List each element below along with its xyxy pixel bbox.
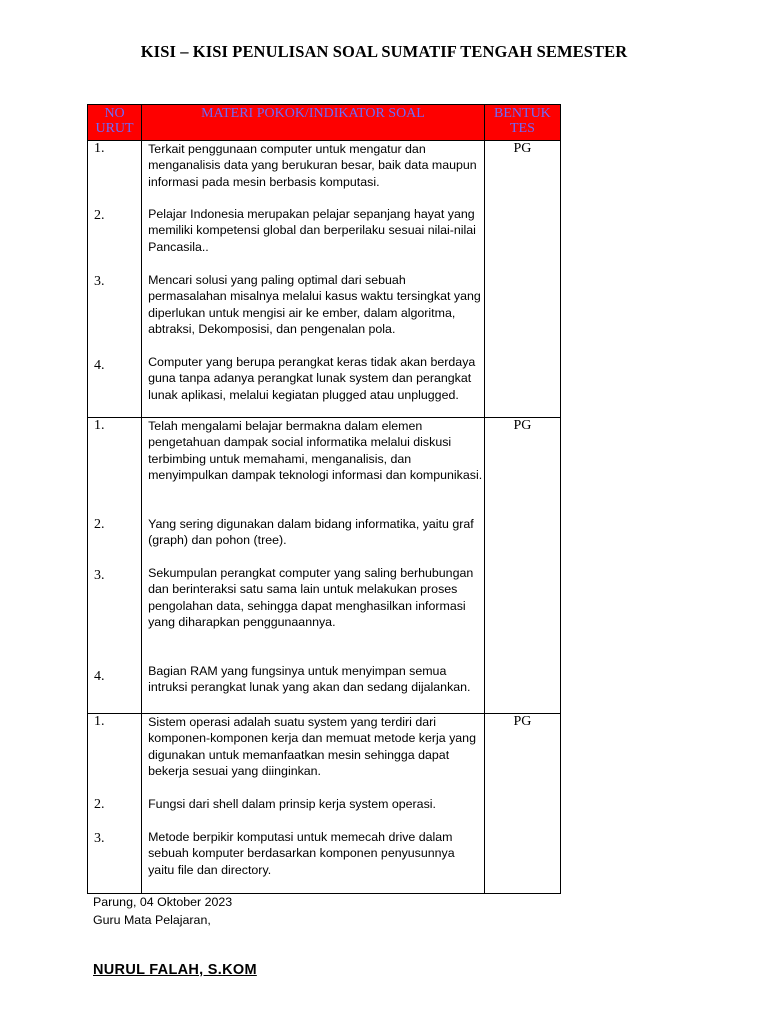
document-title: KISI – KISI PENULISAN SOAL SUMATIF TENGAH SEMESTER xyxy=(140,42,628,61)
item-number: 2. xyxy=(94,797,105,812)
place-date: Parung, 04 Oktober 2023 xyxy=(93,895,233,909)
item-number: 1. xyxy=(94,141,105,156)
indikator-text: Terkait penggunaan computer untuk mengatur dan menganalisis data yang berukuran besar, baik data maupun informasi pada mesin berbasis komputasi. xyxy=(148,142,477,189)
table-row xyxy=(88,714,561,894)
signer-name: NURUL FALAH, S.KOM xyxy=(93,962,257,978)
bentuk-tes-cell: PG xyxy=(484,418,560,714)
no-cell xyxy=(88,714,142,894)
header-bentuk-tes: BENTUK TES xyxy=(484,105,560,141)
indikator-text: Sekumpulan perangkat computer yang saling berhubungan dan berinteraksi satu sama lain untuk melakukan proses pengolahan data, sehingga dapat menghasilkan informasi yang diharapkan penggunaannya. xyxy=(148,566,474,629)
indikator-text: Telah mengalami belajar bermakna dalam elemen pengetahuan dampak social informatika melalui diskusi terbimbing untuk memahami, menganalisis, dan menyimpulkan dampak teknologi informasi dan kompunikasi. xyxy=(148,419,483,482)
bentuk-tes-cell: PG xyxy=(484,141,560,418)
item-number: 3. xyxy=(94,568,105,583)
materi-cell xyxy=(142,141,485,418)
indikator-text: Computer yang berupa perangkat keras tidak akan berdaya guna tanpa adanya perangkat lunak system dan perangkat lunak aplikasi, melalui kegiatan plugged atau unplugged. xyxy=(148,355,476,402)
header-no-urut: NO URUT xyxy=(88,105,142,141)
no-cell xyxy=(88,418,142,714)
item-number: 2. xyxy=(94,517,105,532)
indikator-text: Pelajar Indonesia merupakan pelajar sepanjang hayat yang memiliki kompetensi global dan berperilaku sesuai nilai-nilai Pancasila.. xyxy=(148,207,476,254)
materi-cell xyxy=(142,714,485,894)
item-number: 1. xyxy=(94,714,105,729)
kisi-table xyxy=(87,104,561,894)
table-header-row xyxy=(88,105,561,141)
indikator-text: Sistem operasi adalah suatu system yang terdiri dari komponen-komponen kerja dan memuat metode kerja yang digunakan untuk memanfaatkan mesin sehingga dapat bekerja sesuai yang diinginkan. xyxy=(148,715,476,778)
item-number: 1. xyxy=(94,418,105,433)
item-number: 4. xyxy=(94,358,105,373)
indikator-text: Mencari solusi yang paling optimal dari sebuah permasalahan misalnya melalui kasus waktu tersingkat yang diperlukan untuk mengisi air ke ember, dalam algoritma, abtraksi, Dekomposisi, dan pengenalan pola. xyxy=(148,273,481,336)
table-row xyxy=(88,418,561,714)
item-number: 2. xyxy=(94,208,105,223)
table-row xyxy=(88,141,561,418)
indikator-text: Yang sering digunakan dalam bidang informatika, yaitu graf (graph) dan pohon (tree). xyxy=(148,517,474,548)
header-materi: MATERI POKOK/INDIKATOR SOAL xyxy=(142,105,485,141)
no-cell xyxy=(88,141,142,418)
indikator-text: Metode berpikir komputasi untuk memecah drive dalam sebuah komputer berdasarkan komponen penyusunnya yaitu file dan directory. xyxy=(148,830,455,877)
indikator-text: Fungsi dari shell dalam prinsip kerja system operasi. xyxy=(148,797,436,811)
item-number: 3. xyxy=(94,831,105,846)
signer-role: Guru Mata Pelajaran, xyxy=(93,913,211,927)
item-number: 3. xyxy=(94,274,105,289)
item-number: 4. xyxy=(94,669,105,684)
bentuk-tes-cell: PG xyxy=(484,714,560,894)
materi-cell xyxy=(142,418,485,714)
indikator-text: Bagian RAM yang fungsinya untuk menyimpan semua intruksi perangkat lunak yang akan dan sedang dijalankan. xyxy=(148,664,471,695)
